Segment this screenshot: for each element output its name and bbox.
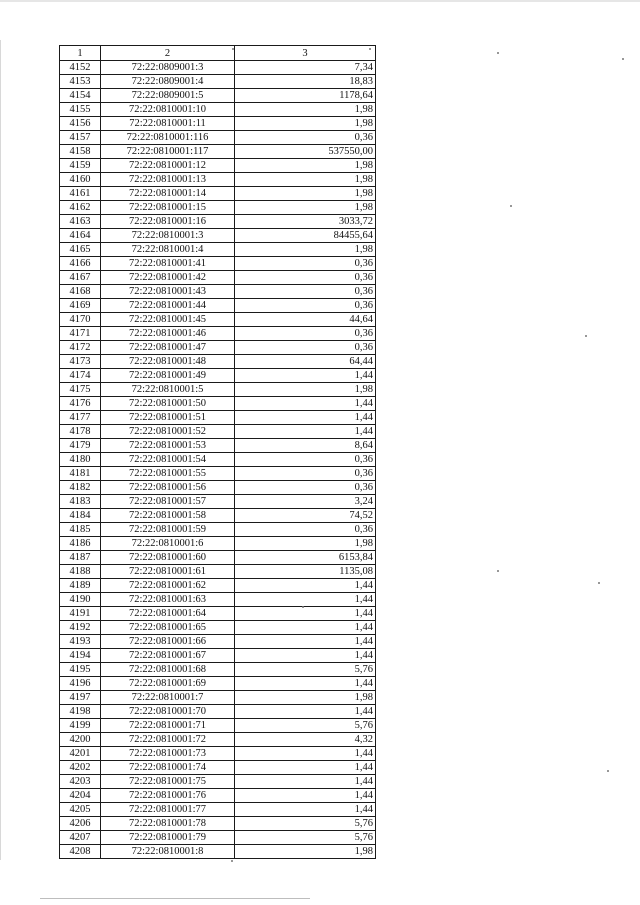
scan-speck [607, 770, 609, 772]
cadastral-number-cell: 72:22:0810001:75 [101, 775, 235, 789]
table-row [60, 145, 376, 159]
row-number-cell: 4159 [60, 159, 101, 173]
value-cell: 0,36 [235, 467, 376, 481]
cadastral-number-cell: 72:22:0810001:41 [101, 257, 235, 271]
table-row [60, 523, 376, 537]
cadastral-number-cell: 72:22:0809001:4 [101, 75, 235, 89]
cadastral-number-cell: 72:22:0810001:74 [101, 761, 235, 775]
cadastral-number-cell: 72:22:0810001:15 [101, 201, 235, 215]
scan-edge-left [0, 40, 1, 860]
table-row [60, 747, 376, 761]
row-number-cell: 4174 [60, 369, 101, 383]
table-row [60, 187, 376, 201]
row-number-cell: 4178 [60, 425, 101, 439]
scan-speck [369, 48, 371, 50]
value-cell: 1,98 [235, 537, 376, 551]
table-row [60, 425, 376, 439]
table-row [60, 663, 376, 677]
cadastral-number-cell: 72:22:0810001:59 [101, 523, 235, 537]
value-cell: 0,36 [235, 327, 376, 341]
table-row [60, 761, 376, 775]
value-cell: 1,44 [235, 789, 376, 803]
scan-speck [510, 205, 512, 207]
table-row [60, 257, 376, 271]
row-number-cell: 4180 [60, 453, 101, 467]
value-cell: 1,98 [235, 117, 376, 131]
cadastral-number-cell: 72:22:0810001:65 [101, 621, 235, 635]
cadastral-number-cell: 72:22:0810001:13 [101, 173, 235, 187]
scan-edge-top [0, 0, 640, 2]
table-row [60, 495, 376, 509]
row-number-cell: 4207 [60, 831, 101, 845]
table-row [60, 733, 376, 747]
table-row [60, 341, 376, 355]
cadastral-number-cell: 72:22:0810001:4 [101, 243, 235, 257]
value-cell: 1,98 [235, 383, 376, 397]
scan-speck [497, 52, 499, 54]
scan-speck [302, 606, 304, 608]
value-cell: 1178,64 [235, 89, 376, 103]
table-row [60, 285, 376, 299]
header-col-3: 3 [235, 46, 376, 61]
value-cell: 0,36 [235, 299, 376, 313]
row-number-cell: 4198 [60, 705, 101, 719]
table-row [60, 831, 376, 845]
row-number-cell: 4158 [60, 145, 101, 159]
cadastral-number-cell: 72:22:0810001:66 [101, 635, 235, 649]
row-number-cell: 4197 [60, 691, 101, 705]
table-row [60, 89, 376, 103]
table-row [60, 607, 376, 621]
table-row [60, 299, 376, 313]
scan-speck [585, 335, 587, 337]
cadastral-number-cell: 72:22:0810001:54 [101, 453, 235, 467]
table-row [60, 103, 376, 117]
row-number-cell: 4203 [60, 775, 101, 789]
cadastral-number-cell: 72:22:0810001:7 [101, 691, 235, 705]
value-cell: 1,98 [235, 103, 376, 117]
row-number-cell: 4188 [60, 565, 101, 579]
row-number-cell: 4171 [60, 327, 101, 341]
table-row [60, 509, 376, 523]
cadastral-number-cell: 72:22:0810001:67 [101, 649, 235, 663]
value-cell: 64,44 [235, 355, 376, 369]
row-number-cell: 4155 [60, 103, 101, 117]
row-number-cell: 4177 [60, 411, 101, 425]
value-cell: 537550,00 [235, 145, 376, 159]
table-row [60, 131, 376, 145]
value-cell: 1,98 [235, 243, 376, 257]
row-number-cell: 4167 [60, 271, 101, 285]
table-row [60, 467, 376, 481]
value-cell: 1,44 [235, 747, 376, 761]
row-number-cell: 4154 [60, 89, 101, 103]
row-number-cell: 4176 [60, 397, 101, 411]
row-number-cell: 4165 [60, 243, 101, 257]
cadastral-number-cell: 72:22:0810001:76 [101, 789, 235, 803]
row-number-cell: 4162 [60, 201, 101, 215]
cadastral-number-cell: 72:22:0810001:71 [101, 719, 235, 733]
table-row [60, 229, 376, 243]
table-row [60, 705, 376, 719]
cadastral-table [59, 45, 376, 859]
value-cell: 1,98 [235, 187, 376, 201]
cadastral-number-cell: 72:22:0810001:11 [101, 117, 235, 131]
scan-speck [231, 860, 233, 862]
row-number-cell: 4185 [60, 523, 101, 537]
value-cell: 1135,08 [235, 565, 376, 579]
cadastral-number-cell: 72:22:0810001:12 [101, 159, 235, 173]
value-cell: 1,98 [235, 201, 376, 215]
row-number-cell: 4196 [60, 677, 101, 691]
value-cell: 1,44 [235, 705, 376, 719]
table-row [60, 159, 376, 173]
cadastral-number-cell: 72:22:0810001:73 [101, 747, 235, 761]
table-row [60, 551, 376, 565]
cadastral-number-cell: 72:22:0810001:47 [101, 341, 235, 355]
row-number-cell: 4190 [60, 593, 101, 607]
header-col-1: 1 [60, 46, 101, 61]
header-col-2: 2 [101, 46, 235, 61]
table-row [60, 649, 376, 663]
cadastral-number-cell: 72:22:0810001:77 [101, 803, 235, 817]
row-number-cell: 4152 [60, 61, 101, 75]
value-cell: 1,98 [235, 845, 376, 859]
cadastral-number-cell: 72:22:0810001:52 [101, 425, 235, 439]
value-cell: 8,64 [235, 439, 376, 453]
table-body [60, 61, 376, 859]
row-number-cell: 4204 [60, 789, 101, 803]
table-row [60, 593, 376, 607]
row-number-cell: 4179 [60, 439, 101, 453]
value-cell: 1,44 [235, 635, 376, 649]
row-number-cell: 4166 [60, 257, 101, 271]
row-number-cell: 4163 [60, 215, 101, 229]
value-cell: 44,64 [235, 313, 376, 327]
table-row [60, 453, 376, 467]
value-cell: 0,36 [235, 285, 376, 299]
row-number-cell: 4169 [60, 299, 101, 313]
cadastral-number-cell: 72:22:0810001:16 [101, 215, 235, 229]
table-row [60, 719, 376, 733]
table-row [60, 215, 376, 229]
value-cell: 1,44 [235, 761, 376, 775]
cadastral-number-cell: 72:22:0810001:116 [101, 131, 235, 145]
value-cell: 0,36 [235, 257, 376, 271]
cadastral-number-cell: 72:22:0810001:48 [101, 355, 235, 369]
row-number-cell: 4175 [60, 383, 101, 397]
row-number-cell: 4199 [60, 719, 101, 733]
cadastral-number-cell: 72:22:0810001:43 [101, 285, 235, 299]
row-number-cell: 4164 [60, 229, 101, 243]
row-number-cell: 4200 [60, 733, 101, 747]
value-cell: 0,36 [235, 481, 376, 495]
value-cell: 1,44 [235, 425, 376, 439]
row-number-cell: 4170 [60, 313, 101, 327]
row-number-cell: 4192 [60, 621, 101, 635]
cadastral-number-cell: 72:22:0810001:78 [101, 817, 235, 831]
table-row [60, 845, 376, 859]
scan-speck [598, 582, 600, 584]
value-cell: 0,36 [235, 341, 376, 355]
table-row [60, 635, 376, 649]
row-number-cell: 4182 [60, 481, 101, 495]
cadastral-number-cell: 72:22:0809001:3 [101, 61, 235, 75]
table-row [60, 383, 376, 397]
table-row [60, 621, 376, 635]
cadastral-number-cell: 72:22:0810001:6 [101, 537, 235, 551]
row-number-cell: 4208 [60, 845, 101, 859]
value-cell: 1,44 [235, 411, 376, 425]
table-row [60, 677, 376, 691]
header-row [60, 46, 376, 61]
scan-speck [622, 58, 624, 60]
value-cell: 5,76 [235, 817, 376, 831]
row-number-cell: 4184 [60, 509, 101, 523]
cadastral-number-cell: 72:22:0810001:68 [101, 663, 235, 677]
table-row [60, 173, 376, 187]
row-number-cell: 4156 [60, 117, 101, 131]
table-row [60, 243, 376, 257]
row-number-cell: 4193 [60, 635, 101, 649]
cadastral-number-cell: 72:22:0810001:61 [101, 565, 235, 579]
value-cell: 0,36 [235, 523, 376, 537]
row-number-cell: 4161 [60, 187, 101, 201]
cadastral-number-cell: 72:22:0810001:70 [101, 705, 235, 719]
cadastral-number-cell: 72:22:0810001:8 [101, 845, 235, 859]
value-cell: 4,32 [235, 733, 376, 747]
table-row [60, 565, 376, 579]
value-cell: 0,36 [235, 271, 376, 285]
table-row [60, 369, 376, 383]
row-number-cell: 4160 [60, 173, 101, 187]
value-cell: 1,44 [235, 803, 376, 817]
table-row [60, 355, 376, 369]
value-cell: 6153,84 [235, 551, 376, 565]
cadastral-number-cell: 72:22:0810001:49 [101, 369, 235, 383]
table-row [60, 411, 376, 425]
cadastral-number-cell: 72:22:0810001:63 [101, 593, 235, 607]
cadastral-number-cell: 72:22:0810001:57 [101, 495, 235, 509]
cadastral-number-cell: 72:22:0810001:10 [101, 103, 235, 117]
cadastral-number-cell: 72:22:0810001:45 [101, 313, 235, 327]
cadastral-number-cell: 72:22:0810001:42 [101, 271, 235, 285]
row-number-cell: 4183 [60, 495, 101, 509]
row-number-cell: 4205 [60, 803, 101, 817]
cadastral-number-cell: 72:22:0810001:56 [101, 481, 235, 495]
value-cell: 5,76 [235, 719, 376, 733]
cadastral-number-cell: 72:22:0810001:62 [101, 579, 235, 593]
table-row [60, 817, 376, 831]
row-number-cell: 4201 [60, 747, 101, 761]
row-number-cell: 4186 [60, 537, 101, 551]
row-number-cell: 4202 [60, 761, 101, 775]
cadastral-number-cell: 72:22:0810001:44 [101, 299, 235, 313]
value-cell: 3,24 [235, 495, 376, 509]
value-cell: 1,44 [235, 621, 376, 635]
row-number-cell: 4173 [60, 355, 101, 369]
value-cell: 5,76 [235, 831, 376, 845]
table-row [60, 117, 376, 131]
value-cell: 1,44 [235, 369, 376, 383]
row-number-cell: 4172 [60, 341, 101, 355]
value-cell: 1,44 [235, 593, 376, 607]
cadastral-number-cell: 72:22:0810001:64 [101, 607, 235, 621]
cadastral-number-cell: 72:22:0810001:55 [101, 467, 235, 481]
table-row [60, 271, 376, 285]
cadastral-number-cell: 72:22:0810001:117 [101, 145, 235, 159]
cadastral-number-cell: 72:22:0810001:53 [101, 439, 235, 453]
cadastral-number-cell: 72:22:0810001:58 [101, 509, 235, 523]
value-cell: 1,44 [235, 579, 376, 593]
value-cell: 0,36 [235, 453, 376, 467]
value-cell: 74,52 [235, 509, 376, 523]
table-row [60, 775, 376, 789]
table-header [60, 46, 376, 61]
value-cell: 3033,72 [235, 215, 376, 229]
row-number-cell: 4153 [60, 75, 101, 89]
value-cell: 0,36 [235, 131, 376, 145]
row-number-cell: 4206 [60, 817, 101, 831]
scan-speck [497, 570, 499, 572]
value-cell: 1,44 [235, 649, 376, 663]
row-number-cell: 4168 [60, 285, 101, 299]
value-cell: 5,76 [235, 663, 376, 677]
table-row [60, 579, 376, 593]
row-number-cell: 4181 [60, 467, 101, 481]
value-cell: 1,98 [235, 173, 376, 187]
row-number-cell: 4191 [60, 607, 101, 621]
value-cell: 18,83 [235, 75, 376, 89]
scan-edge-bottom [40, 898, 310, 899]
row-number-cell: 4187 [60, 551, 101, 565]
value-cell: 1,44 [235, 397, 376, 411]
value-cell: 84455,64 [235, 229, 376, 243]
table-row [60, 803, 376, 817]
table-row [60, 201, 376, 215]
cadastral-number-cell: 72:22:0810001:51 [101, 411, 235, 425]
table-row [60, 327, 376, 341]
cadastral-number-cell: 72:22:0810001:79 [101, 831, 235, 845]
row-number-cell: 4194 [60, 649, 101, 663]
value-cell: 1,44 [235, 677, 376, 691]
table-row [60, 481, 376, 495]
table-row [60, 439, 376, 453]
value-cell: 1,98 [235, 691, 376, 705]
table-row [60, 313, 376, 327]
row-number-cell: 4189 [60, 579, 101, 593]
value-cell: 1,44 [235, 775, 376, 789]
row-number-cell: 4195 [60, 663, 101, 677]
value-cell: 1,44 [235, 607, 376, 621]
table-row [60, 61, 376, 75]
cadastral-number-cell: 72:22:0810001:14 [101, 187, 235, 201]
table-row [60, 537, 376, 551]
table-row [60, 691, 376, 705]
value-cell: 7,34 [235, 61, 376, 75]
cadastral-number-cell: 72:22:0810001:72 [101, 733, 235, 747]
scan-speck [232, 48, 234, 50]
cadastral-number-cell: 72:22:0809001:5 [101, 89, 235, 103]
cadastral-number-cell: 72:22:0810001:5 [101, 383, 235, 397]
table-row [60, 789, 376, 803]
cadastral-number-cell: 72:22:0810001:50 [101, 397, 235, 411]
value-cell: 1,98 [235, 159, 376, 173]
table-row [60, 75, 376, 89]
cadastral-number-cell: 72:22:0810001:60 [101, 551, 235, 565]
row-number-cell: 4157 [60, 131, 101, 145]
cadastral-number-cell: 72:22:0810001:46 [101, 327, 235, 341]
cadastral-number-cell: 72:22:0810001:69 [101, 677, 235, 691]
table-row [60, 397, 376, 411]
cadastral-number-cell: 72:22:0810001:3 [101, 229, 235, 243]
